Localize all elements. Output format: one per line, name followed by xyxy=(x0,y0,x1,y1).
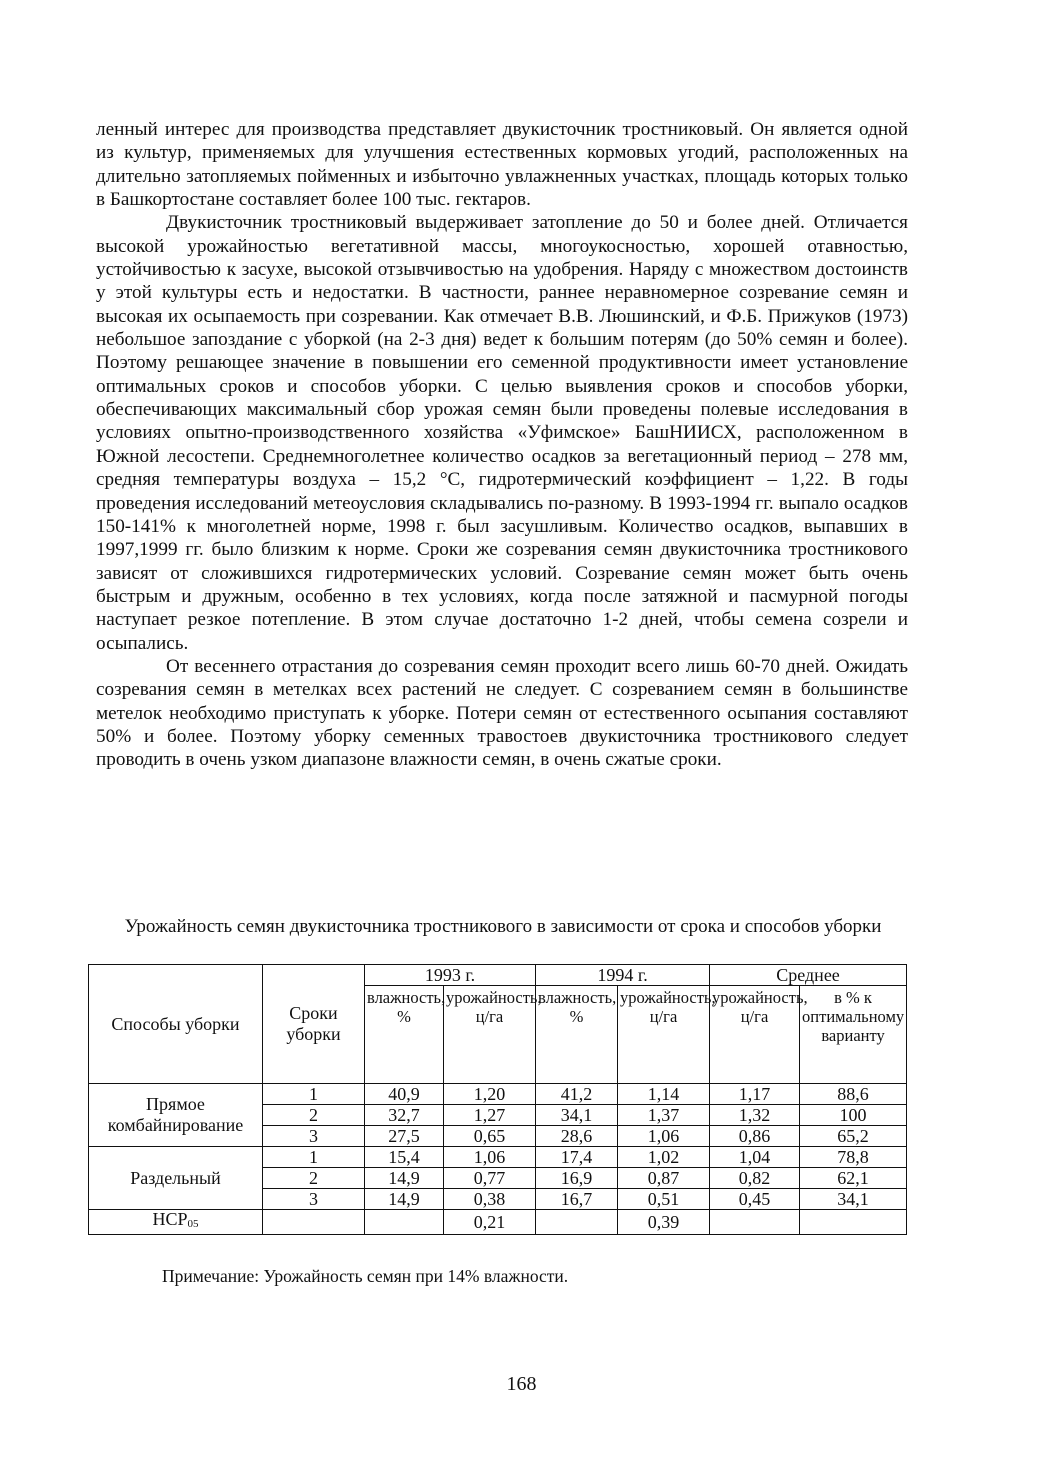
table-cell: 40,9 xyxy=(365,1084,444,1105)
header-row-1 xyxy=(89,965,907,986)
table-cell: 32,7 xyxy=(365,1105,444,1126)
table-cell: 14,9 xyxy=(365,1168,444,1189)
hcp-label-main: НСР xyxy=(152,1209,188,1229)
table-cell xyxy=(710,1210,800,1235)
table-cell: 0,65 xyxy=(444,1126,536,1147)
header-yield-average: урожайность, ц/га xyxy=(710,986,800,1084)
header-average: Среднее xyxy=(710,965,907,986)
body-text xyxy=(96,118,908,772)
table-cell: 1,17 xyxy=(710,1084,800,1105)
table-cell: 28,6 xyxy=(536,1126,618,1147)
table-cell: 0,87 xyxy=(618,1168,710,1189)
table-cell: 1,27 xyxy=(444,1105,536,1126)
table-cell: 0,77 xyxy=(444,1168,536,1189)
table-cell xyxy=(263,1210,365,1235)
table-cell: 15,4 xyxy=(365,1147,444,1168)
header-percent-optimal: в % к оптимальному варианту xyxy=(800,986,907,1084)
header-method: Способы уборки xyxy=(89,965,263,1084)
table-cell: 0,86 xyxy=(710,1126,800,1147)
hcp-row xyxy=(89,1210,907,1235)
table-cell: 1,37 xyxy=(618,1105,710,1126)
header-humidity-1994: влажность, % xyxy=(536,986,618,1084)
table-caption: Урожайность семян двукисточника тростникового в зависимости от срока и способов уборки xyxy=(124,916,882,937)
table-cell: 1,06 xyxy=(618,1126,710,1147)
header-year-1994: 1994 г. xyxy=(536,965,710,986)
table-row xyxy=(89,1084,907,1105)
table-cell: 3 xyxy=(263,1126,365,1147)
hcp-1993: 0,21 xyxy=(444,1210,536,1235)
table-cell: 3 xyxy=(263,1189,365,1210)
header-period: Сроки уборки xyxy=(263,965,365,1084)
table-cell: 88,6 xyxy=(800,1084,907,1105)
table-cell: 16,9 xyxy=(536,1168,618,1189)
table-cell: 16,7 xyxy=(536,1189,618,1210)
table-cell: 1,06 xyxy=(444,1147,536,1168)
table-cell: 34,1 xyxy=(536,1105,618,1126)
table-cell: 34,1 xyxy=(800,1189,907,1210)
table-cell: 1,14 xyxy=(618,1084,710,1105)
table-cell: 1,32 xyxy=(710,1105,800,1126)
table-cell: 14,9 xyxy=(365,1189,444,1210)
paragraph-3: От весеннего отрастания до созревания семян проходит всего лишь 60-70 дней. Ожидать созревания семян в метелках всех растений не следует. С созреванием семян в большинстве метелок необходимо приступать к уборке. Потери семян от естественного осыпания составляют 50% и более. Поэтому уборку семенных травостоев двукисточника тростникового следует проводить в очень узком диапазоне влажности семян, в очень сжатые сроки. xyxy=(96,655,908,771)
table-cell: 2 xyxy=(263,1105,365,1126)
table-cell: 78,8 xyxy=(800,1147,907,1168)
table-cell: 0,38 xyxy=(444,1189,536,1210)
header-humidity-1993: влажность, % xyxy=(365,986,444,1084)
table-cell: 0,82 xyxy=(710,1168,800,1189)
header-yield-1994: урожайность, ц/га xyxy=(618,986,710,1084)
table-cell xyxy=(800,1210,907,1235)
table-cell: 1,20 xyxy=(444,1084,536,1105)
paragraph-2: Двукисточник тростниковый выдерживает затопление до 50 и более дней. Отличается высокой урожайностью вегетативной массы, многоукосностью, хорошей отавностью, устойчивостью к засухе, высокой отзывчивостью на удобрения. Наряду с множеством достоинств у этой культуры есть и недостатки. В частности, раннее неравномерное созревание семян и высокая их осыпаемость при созревании. Как отмечает В.В. Люшинский, и Ф.Б. Прижуков (1973) небольшое запоздание с уборкой (на 2-3 дня) ведет к большим потерям (до 50% семян и более). Поэтому решающее значение в повышении его семенной продуктивности имеет установление оптимальных сроков и способов уборки. С целью выявления сроков и способов уборки, обеспечивающих максимальный сбор урожая семян были проведены полевые исследования в условиях опытно-производственного хозяйства «Уфимское» БашНИИСХ, расположенном в Южной лесостепи. Среднемноголетнее количество осадков за вегетационный период – 278 мм, средняя температуры воздуха – 15,2 °С, гидротермический коэффициент – 1,22. В годы проведения исследований метеоусловия складывались по-разному. В 1993-1994 гг. выпало осадков 150-141% к многолетней норме, 1998 г. был засушливым. Количество осадков, выпавших в 1997,1999 гг. было близким к норме. Сроки же созревания семян двукисточника тростникового зависят от сложившихся гидротермических условий. Созревание семян может быть очень быстрым и дружным, особенно в тех условиях, когда после затяжной и пасмурной погоды наступает резкое потепление. В этом случае достаточно 1-2 дней, чтобы семена созрели и осыпались. xyxy=(96,212,908,654)
table-cell: 65,2 xyxy=(800,1126,907,1147)
table-note: Примечание: Урожайность семян при 14% влажности. xyxy=(162,1266,569,1286)
header-yield-1993: урожайность, ц/га xyxy=(444,986,536,1084)
table-cell xyxy=(536,1210,618,1235)
table-cell: 2 xyxy=(263,1168,365,1189)
table-cell: 62,1 xyxy=(800,1168,907,1189)
yield-table xyxy=(88,964,907,1235)
table-cell: 17,4 xyxy=(536,1147,618,1168)
table-cell: 1 xyxy=(263,1147,365,1168)
header-year-1993: 1993 г. xyxy=(365,965,536,986)
table-cell: 100 xyxy=(800,1105,907,1126)
method-direct-combining: Прямое комбайнирование xyxy=(89,1084,263,1147)
paragraph-1: ленный интерес для производства представляет двукисточник тростниковый. Он является одной из культур, применяемых для улучшения естественных кормовых угодий, расположенных на длительно затопляемых пойменных и избыточно увлажненных участках, площадь которых только в Башкортостане составляет более 100 тыс. гектаров. xyxy=(96,119,908,211)
table-cell: 1 xyxy=(263,1084,365,1105)
table-cell: 27,5 xyxy=(365,1126,444,1147)
hcp-label xyxy=(89,1210,263,1235)
method-separate: Раздельный xyxy=(89,1147,263,1210)
hcp-1994: 0,39 xyxy=(618,1210,710,1235)
page-number: 168 xyxy=(506,1373,537,1395)
table-cell xyxy=(365,1210,444,1235)
table-cell: 0,45 xyxy=(710,1189,800,1210)
table-cell: 1,02 xyxy=(618,1147,710,1168)
table-cell: 41,2 xyxy=(536,1084,618,1105)
hcp-label-sub: 05 xyxy=(187,1218,199,1230)
table-cell: 1,04 xyxy=(710,1147,800,1168)
table-cell: 0,51 xyxy=(618,1189,710,1210)
table-row xyxy=(89,1147,907,1168)
